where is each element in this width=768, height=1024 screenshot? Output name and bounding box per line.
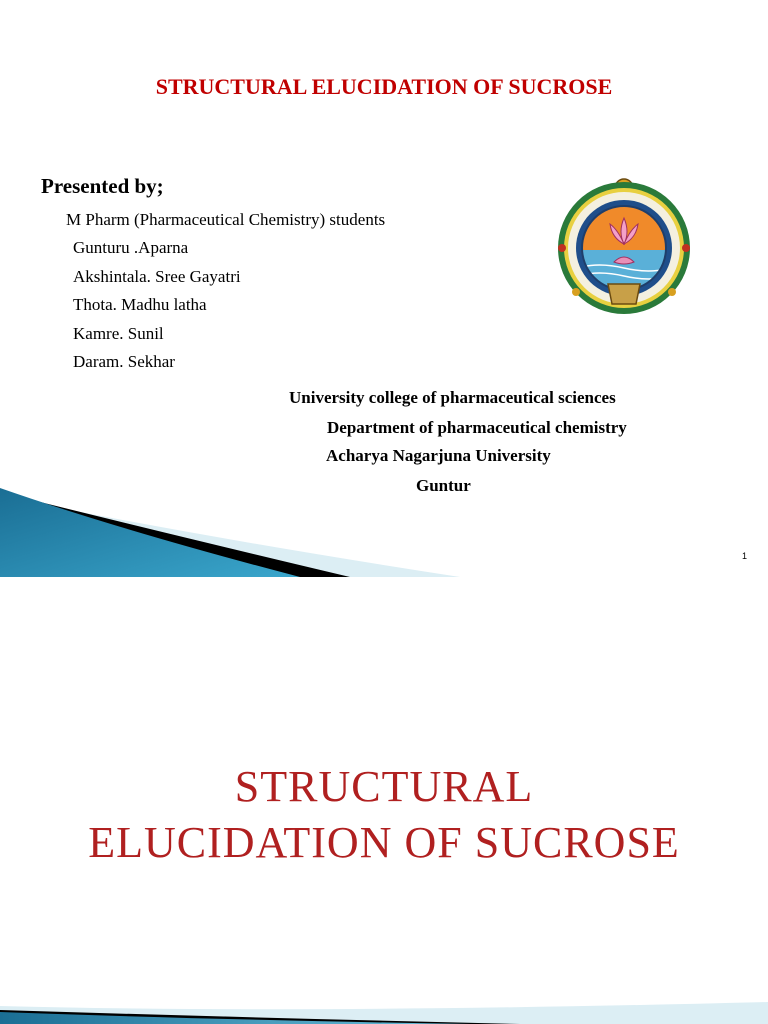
student-name: Akshintala. Sree Gayatri: [73, 267, 241, 286]
decorative-swoosh: [0, 984, 768, 1024]
university-emblem-icon: [548, 172, 700, 324]
college-name: University college of pharmaceutical sciences: [289, 388, 616, 407]
city-name: Guntur: [416, 476, 471, 495]
student-name: Thota. Madhu latha: [73, 295, 207, 314]
decorative-swoosh: [0, 482, 460, 577]
slide-title-line-1: STRUCTURAL: [234, 762, 534, 811]
student-name: Kamre. Sunil: [73, 324, 164, 343]
presented-by-label: Presented by;: [41, 174, 164, 198]
student-name: Gunturu .Aparna: [73, 238, 189, 257]
department-name: Department of pharmaceutical chemistry: [327, 418, 627, 437]
slide-2: [0, 577, 768, 1024]
page-number: 1: [742, 551, 748, 561]
student-name: Daram. Sekhar: [73, 352, 175, 371]
slide-title-line-2: ELUCIDATION OF SUCROSE: [88, 818, 680, 867]
university-name: Acharya Nagarjuna University: [326, 446, 551, 465]
student-group: M Pharm (Pharmaceutical Chemistry) students: [66, 210, 386, 229]
slide-title: STRUCTURAL ELUCIDATION OF SUCROSE: [155, 74, 613, 99]
